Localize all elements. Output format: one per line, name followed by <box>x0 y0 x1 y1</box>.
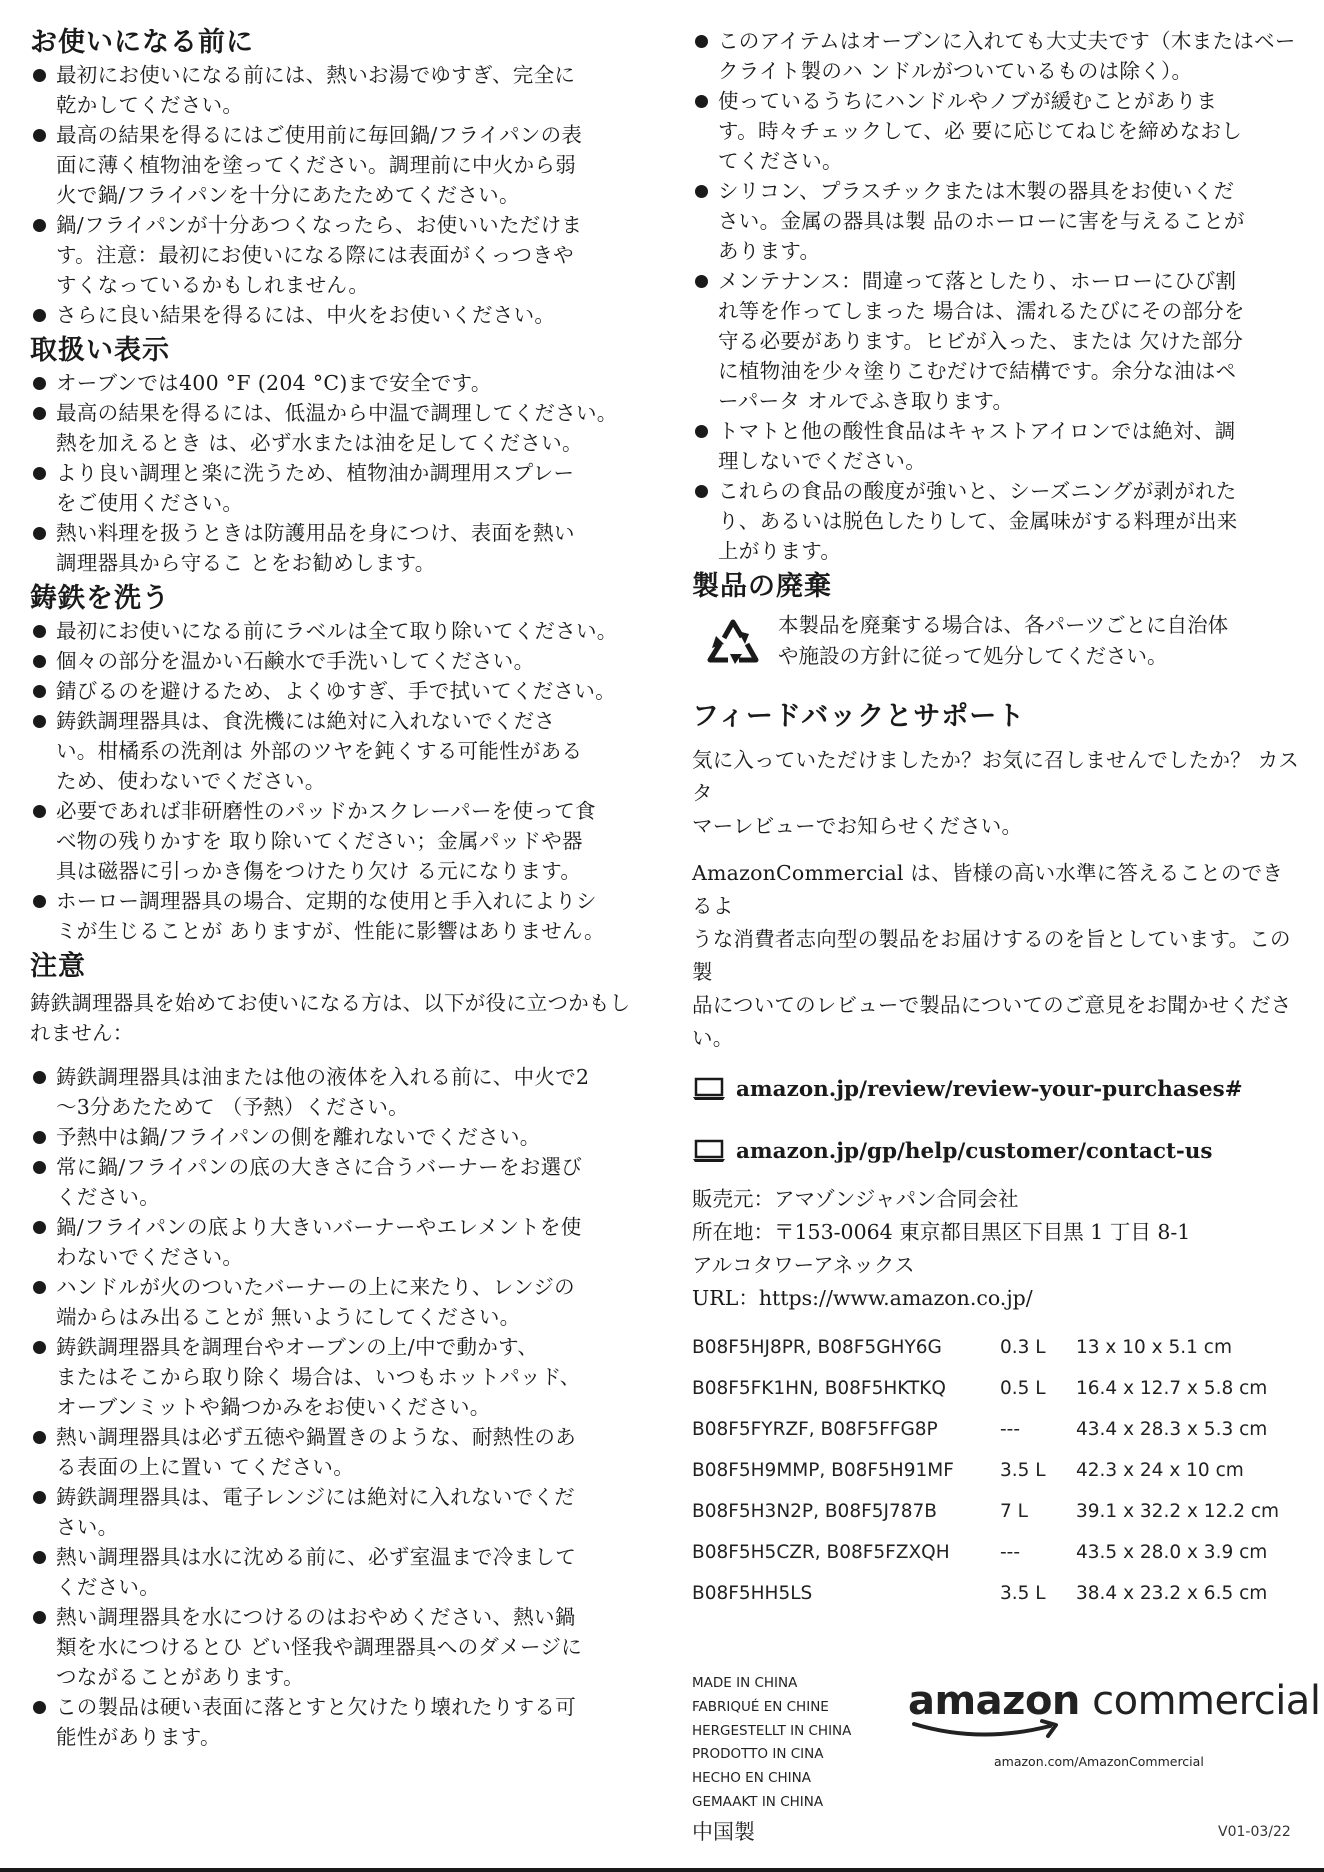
list-item-line: 熱い調理器具を水につけるのはおやめください、熱い鍋 <box>56 1605 576 1629</box>
model-size: 16.4 x 12.7 x 5.8 cm <box>1076 1378 1268 1399</box>
list-item <box>30 1332 635 1422</box>
model-volume: --- <box>1000 1419 1021 1440</box>
list-item-line: 鍋/フライパンの底より大きいバーナーやエレメントを使 <box>56 1215 582 1239</box>
bullet-icon <box>33 1551 46 1564</box>
list-item <box>30 676 635 706</box>
model-codes: B08F5HJ8PR, B08F5GHY6G <box>692 1337 942 1358</box>
list-item-line: 上がります。 <box>718 539 842 563</box>
section-title-disposal: 製品の廃棄 <box>692 571 832 602</box>
caution-list <box>30 1062 635 1752</box>
model-size: 39.1 x 32.2 x 12.2 cm <box>1076 1501 1280 1522</box>
model-table <box>692 1327 1279 1614</box>
list-item <box>30 706 635 796</box>
model-volume: 3.5 L <box>1000 1583 1046 1604</box>
text-line: HECHO EN CHINA <box>692 1770 811 1787</box>
list-item <box>692 86 1300 176</box>
list-item-line: り、あるいは脱色したりして、金属味がする料理が出来 <box>718 509 1238 533</box>
list-item-line: 熱い調理器具は必ず五徳や鍋置きのような、耐熱性のあ <box>56 1425 576 1449</box>
list-item <box>30 1212 635 1272</box>
version-code: V01-03/22 <box>1218 1824 1291 1840</box>
list-item <box>30 646 635 676</box>
bullet-icon <box>695 35 708 48</box>
list-item-line: 鍋/フライパンが十分あつくなったら、お使いいただけま <box>56 213 583 237</box>
list-item-line: 常に鍋/フライパンの底の大きさに合うバーナーをお選び <box>56 1155 583 1179</box>
text-line: MADE IN CHINA <box>692 1675 798 1691</box>
list-item-line: 最高の結果を得るには、低温から中温で調理してください。 <box>56 401 618 425</box>
list-item <box>692 416 1300 476</box>
model-size: 43.5 x 28.0 x 3.9 cm <box>1076 1542 1268 1563</box>
model-codes: B08F5H9MMP, B08F5H91MF <box>692 1460 954 1481</box>
bottom-rule <box>0 1868 1324 1872</box>
list-item-line: トマトと他の酸性食品はキャストアイロンでは絶対、調 <box>718 419 1236 443</box>
list-item-line: このアイテムはオーブンに入れても大丈夫です（木またはベー <box>718 29 1296 53</box>
bullet-icon <box>33 625 46 638</box>
list-item <box>30 1122 635 1152</box>
bullet-icon <box>33 1491 46 1504</box>
bullet-icon <box>695 185 708 198</box>
table-row <box>692 1573 1279 1614</box>
bullet-icon <box>33 685 46 698</box>
text-line: 鋳鉄調理器具を始めてお使いになる方は、以下が役に立つかもし <box>30 991 631 1015</box>
list-item-line: 守る必要があります。ヒビが入った、または 欠けた部分 <box>718 329 1244 353</box>
origin-ja: 中国製 <box>692 1819 755 1844</box>
list-item-line: オーブンでは400 °F (204 °C)まで安全です。 <box>56 371 492 395</box>
contact-link[interactable] <box>692 1133 1300 1169</box>
model-volume: 0.3 L <box>1000 1337 1046 1358</box>
bullet-icon <box>695 425 708 438</box>
list-item-line: オーブンミットや鍋つかみをお使いください。 <box>56 1395 491 1419</box>
bullet-icon <box>33 129 46 142</box>
list-item-line: 使っているうちにハンドルやノブが緩むことがありま <box>718 89 1218 113</box>
left-column <box>30 26 635 1752</box>
list-item-line: 面に薄く植物油を塗ってください。調理前に中火から弱 <box>56 153 576 177</box>
list-item <box>692 266 1300 416</box>
list-item <box>30 1692 635 1752</box>
list-item-line: 〜3分あたためて （予熱）ください。 <box>56 1095 409 1119</box>
list-item-line: す。注意：最初にお使いになる際には表面がくっつきや <box>56 243 574 267</box>
model-codes: B08F5FYRZF, B08F5FFG8P <box>692 1419 938 1440</box>
table-row <box>692 1491 1279 1532</box>
table-row <box>692 1327 1279 1368</box>
text-line: PRODOTTO IN CINA <box>692 1746 824 1763</box>
list-item-line: あります。 <box>718 239 821 263</box>
logo-word-amazon: amazon <box>908 1678 1080 1724</box>
bullet-icon <box>33 1131 46 1144</box>
list-item <box>30 1152 635 1212</box>
table-row <box>692 1368 1279 1409</box>
list-item <box>30 1482 635 1542</box>
list-item <box>30 458 635 518</box>
list-item-line: 最高の結果を得るにはご使用前に毎回鍋/フライパンの表 <box>56 123 583 147</box>
text-line: 気に入っていただけましたか？お気に召しませんでしたか？ カスタ <box>692 748 1300 805</box>
list-item <box>692 476 1300 566</box>
contact-link-text[interactable]: amazon.jp/gp/help/customer/contact-us <box>736 1138 1213 1164</box>
section-title-caution: 注意 <box>30 951 86 982</box>
list-item <box>692 176 1300 266</box>
bullet-icon <box>33 715 46 728</box>
text-line: 販売元：アマゾンジャパン合同会社 <box>692 1187 1019 1211</box>
list-item-line: 必要であれば非研磨性のパッドかスクレーパーを使って食 <box>56 799 596 823</box>
bullet-icon <box>33 377 46 390</box>
table-row <box>692 1532 1279 1573</box>
bullet-icon <box>33 69 46 82</box>
list-item-line: この製品は硬い表面に落とすと欠けたり壊れたりする可 <box>56 1695 576 1719</box>
section-title-handling: 取扱い表示 <box>30 335 170 366</box>
list-item <box>30 398 635 458</box>
list-item-line: い。柑橘系の洗剤は 外部のツヤを鈍くする可能性がある <box>56 739 583 763</box>
model-volume: --- <box>1000 1542 1021 1563</box>
list-item-line: 最初にお使いになる前には、熱いお湯でゆすぎ、完全に <box>56 63 576 87</box>
list-item <box>692 26 1300 86</box>
list-item-line: ーパータ オルでふき取ります。 <box>718 389 1014 413</box>
list-item-line: べ物の残りかすを 取り除いてください；金属パッドや器 <box>56 829 583 853</box>
laptop-icon <box>692 1077 726 1101</box>
list-item-line: 乾かしてください。 <box>56 93 244 117</box>
text-line: 本製品を廃棄する場合は、各パーツごとに自治体 <box>778 613 1229 637</box>
bullet-icon <box>33 407 46 420</box>
list-item-line: 具は磁器に引っかき傷をつけたり欠け る元になります。 <box>56 859 582 883</box>
table-row <box>692 1450 1279 1491</box>
model-codes: B08F5H3N2P, B08F5J787B <box>692 1501 937 1522</box>
feedback-paragraph-1 <box>692 744 1300 843</box>
caution-intro <box>30 988 635 1048</box>
model-codes: B08F5FK1HN, B08F5HKTKQ <box>692 1378 946 1399</box>
laptop-icon <box>692 1139 726 1163</box>
bullet-icon <box>33 309 46 322</box>
list-item-line: わないでください。 <box>56 1245 244 1269</box>
handling-list <box>30 368 635 578</box>
text-line: AmazonCommercial は、皆様の高い水準に答えることのできるよ <box>692 861 1283 918</box>
list-item <box>30 60 635 120</box>
list-item-line: ください。 <box>56 1575 160 1599</box>
bullet-icon <box>33 655 46 668</box>
model-codes: B08F5HH5LS <box>692 1583 813 1604</box>
list-item-line: つながることがあります。 <box>56 1665 304 1689</box>
origin-lines <box>692 1672 851 1815</box>
right-column <box>692 26 1300 1614</box>
text-line: GEMAAKT IN CHINA <box>692 1793 824 1810</box>
list-item-line: 熱い調理器具は水に沈める前に、必ず室温まで冷まして <box>56 1545 576 1569</box>
list-item-line: 熱い料理を扱うときは防護用品を身につけ、表面を熱い <box>56 521 575 545</box>
country-of-origin <box>692 1672 851 1845</box>
list-item <box>30 368 635 398</box>
list-item-line: 鋳鉄調理器具は、電子レンジには絶対に入れないでくだ <box>56 1485 575 1509</box>
table-row <box>692 1409 1279 1450</box>
model-size: 38.4 x 23.2 x 6.5 cm <box>1076 1583 1268 1604</box>
section-title-feedback: フィードバックとサポート <box>692 701 1026 732</box>
model-codes: B08F5H5CZR, B08F5FZXQH <box>692 1542 950 1563</box>
model-volume: 0.5 L <box>1000 1378 1046 1399</box>
bullet-icon <box>695 485 708 498</box>
list-item-line: ミが生じることが ありますが、性能に影響はありません。 <box>56 919 605 943</box>
list-item-line: 能性があります。 <box>56 1725 221 1749</box>
list-item <box>30 796 635 886</box>
list-item-line: 熱を加えるとき は、必ず水または油を足してください。 <box>56 431 583 455</box>
bullet-icon <box>33 805 46 818</box>
text-line: アルコタワーアネックス <box>692 1253 915 1277</box>
list-item-line: れ等を作ってしまった 場合は、濡れるたびにその部分を <box>718 299 1245 323</box>
list-item-line: さらに良い結果を得るには、中火をお使いください。 <box>56 303 556 327</box>
bullet-icon <box>33 467 46 480</box>
review-link-text[interactable]: amazon.jp/review/review-your-purchases# <box>736 1076 1243 1102</box>
bullet-icon <box>695 95 708 108</box>
bullet-icon <box>33 1431 46 1444</box>
bullet-icon <box>33 219 46 232</box>
amazon-commercial-logo <box>908 1678 1321 1769</box>
list-item-line: 鋳鉄調理器具は、食洗機には絶対に入れないでくださ <box>56 709 556 733</box>
list-item <box>30 210 635 300</box>
seller-info <box>692 1183 1300 1315</box>
list-item <box>30 518 635 578</box>
bullet-icon <box>33 895 46 908</box>
list-item-line: る表面の上に置い てください。 <box>56 1455 355 1479</box>
bullet-icon <box>33 527 46 540</box>
list-item <box>30 1542 635 1602</box>
list-item-line: さい。金属の器具は製 品のホーローに害を与えることが <box>718 209 1245 233</box>
review-link[interactable] <box>692 1071 1300 1107</box>
list-item-line: ため、使わないでください。 <box>56 769 326 793</box>
list-item-line: ホーロー調理器具の場合、定期的な使用と手入れによりシ <box>56 889 597 913</box>
before-use-list <box>30 60 635 330</box>
feedback-paragraph-2 <box>692 857 1300 1055</box>
text-line: URL：https://www.amazon.co.jp/ <box>692 1286 1033 1310</box>
list-item-line: をご使用ください。 <box>56 491 244 515</box>
section-title-washing: 鋳鉄を洗う <box>30 583 170 614</box>
section-title-before-use: お使いになる前に <box>30 27 254 58</box>
list-item-line: 個々の部分を温かい石鹸水で手洗いしてください。 <box>56 649 535 673</box>
model-size: 42.3 x 24 x 10 cm <box>1076 1460 1244 1481</box>
list-item-line: に植物油を少々塗りこむだけで結構です。余分な油はペ <box>718 359 1237 383</box>
text-line: れません： <box>30 1021 134 1045</box>
list-item <box>30 300 635 330</box>
list-item <box>30 120 635 210</box>
list-item <box>30 616 635 646</box>
bullet-icon <box>33 1281 46 1294</box>
disposal-text <box>778 610 1300 672</box>
model-volume: 7 L <box>1000 1501 1028 1522</box>
care-list <box>692 26 1300 566</box>
text-line: や施設の方針に従って処分してください。 <box>778 644 1168 668</box>
model-size: 43.4 x 28.3 x 5.3 cm <box>1076 1419 1268 1440</box>
recycle-icon <box>702 614 766 674</box>
logo-url: amazon.com/AmazonCommercial <box>994 1754 1204 1769</box>
list-item-line: 錆びるのを避けるため、よくゆすぎ、手で拭いてください。 <box>56 679 616 703</box>
list-item-line: 調理器具から守るこ とをお勧めします。 <box>56 551 436 575</box>
list-item <box>30 886 635 946</box>
list-item-line: 最初にお使いになる前にラベルは全て取り除いてください。 <box>56 619 618 643</box>
list-item-line: 類を水につけるとひ どい怪我や調理器具へのダメージに <box>56 1635 582 1659</box>
list-item-line: てください。 <box>718 149 843 173</box>
list-item-line: 理しないでください。 <box>718 449 926 473</box>
list-item-line: クライト製のハ ンドルがついているものは除く）。 <box>718 59 1193 83</box>
list-item-line: 火で鍋/フライパンを十分にあたためてください。 <box>56 183 520 207</box>
list-item-line: ください。 <box>56 1185 160 1209</box>
bullet-icon <box>33 1221 46 1234</box>
text-line: HERGESTELLT IN CHINA <box>692 1722 852 1739</box>
model-volume: 3.5 L <box>1000 1460 1046 1481</box>
list-item-line: す。時々チェックして、必 要に応じてねじを締めなおし <box>718 119 1243 143</box>
list-item-line: 鋳鉄調理器具は油または他の液体を入れる前に、中火で2 <box>56 1065 590 1089</box>
list-item-line: メンテナンス：間違って落としたり、ホーローにひび割 <box>718 269 1237 293</box>
list-item-line: またはそこから取り除く 場合は、いつもホットパッド、 <box>56 1365 581 1389</box>
text-line: うな消費者志向型の製品をお届けするのを旨としています。この製 <box>692 927 1291 984</box>
text-line: FABRIQUÉ EN CHINE <box>692 1698 829 1715</box>
list-item-line: さい。 <box>56 1515 119 1539</box>
bullet-icon <box>33 1071 46 1084</box>
list-item <box>30 1062 635 1122</box>
amazon-smile-icon <box>910 1718 1080 1742</box>
model-size: 13 x 10 x 5.1 cm <box>1076 1337 1232 1358</box>
disposal-block <box>692 610 1300 690</box>
list-item-line: すくなっているかもしれません。 <box>56 273 370 297</box>
bullet-icon <box>33 1701 46 1714</box>
bullet-icon <box>33 1161 46 1174</box>
list-item-line: 鋳鉄調理器具を調理台やオーブンの上/中で動かす、 <box>56 1335 539 1359</box>
list-item <box>30 1272 635 1332</box>
list-item <box>30 1602 635 1692</box>
logo-word-commercial: commercial <box>1092 1678 1321 1724</box>
list-item <box>30 1422 635 1482</box>
washing-list <box>30 616 635 946</box>
list-item-line: シリコン、プラスチックまたは木製の器具をお使いくだ <box>718 179 1235 203</box>
bullet-icon <box>33 1611 46 1624</box>
list-item-line: 予熱中は鍋/フライパンの側を離れないでください。 <box>56 1125 541 1149</box>
list-item-line: これらの食品の酸度が強いと、シーズニングが剥がれた <box>718 479 1237 503</box>
list-item-line: より良い調理と楽に洗うため、植物油か調理用スプレー <box>56 461 575 485</box>
bullet-icon <box>33 1341 46 1354</box>
list-item-line: 端からはみ出ることが 無いようにしてください。 <box>56 1305 521 1329</box>
text-line: 所在地：〒153-0064 東京都目黒区下目黒 1 丁目 8-1 <box>692 1220 1191 1244</box>
text-line: 品についてのレビューで製品についてのご意見をお聞かせください。 <box>692 993 1292 1050</box>
bullet-icon <box>695 275 708 288</box>
text-line: マーレビューでお知らせください。 <box>692 814 1023 838</box>
list-item-line: ハンドルが火のついたバーナーの上に来たり、レンジの <box>56 1275 575 1299</box>
